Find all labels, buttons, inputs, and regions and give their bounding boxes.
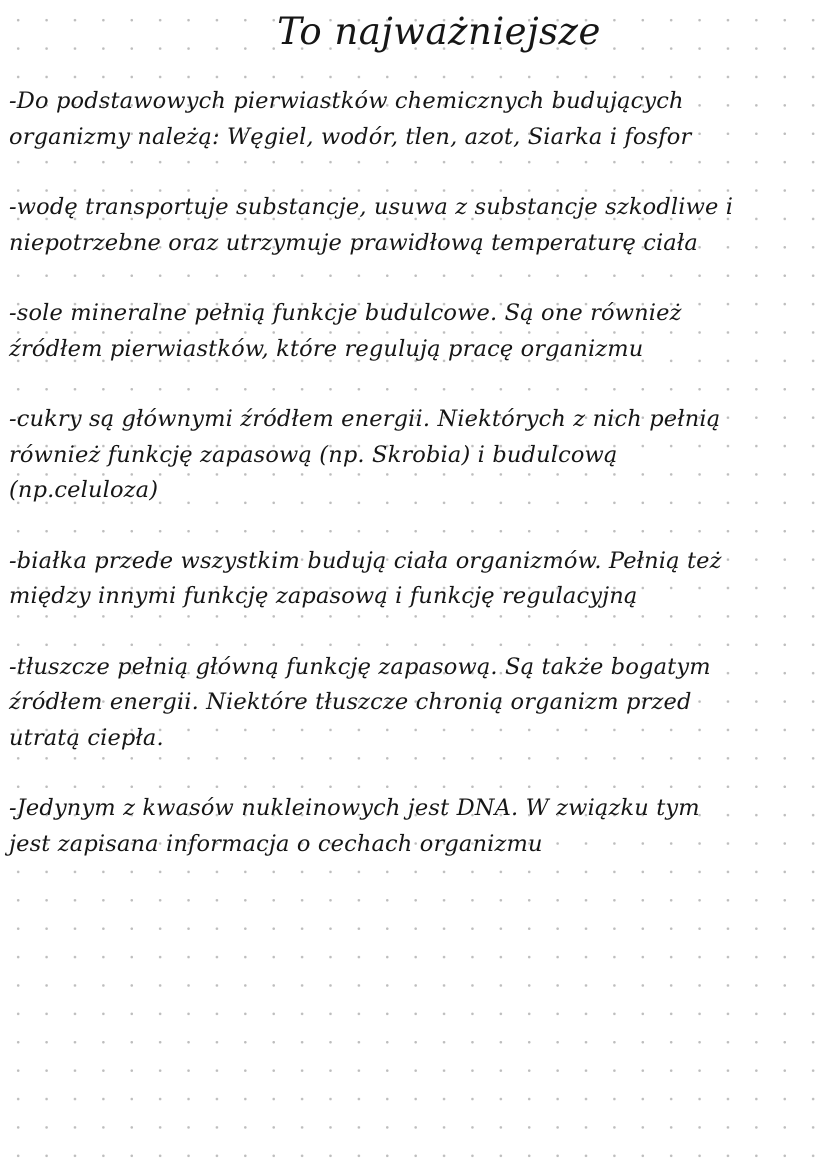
note-mineral-salts: -sole mineralne pełnią funkcje budulcowe. Są one również źródłem pierwiastków, które regulują pracę organizmu: [9, 300, 682, 362]
note-water: -wodę transportuje substancje, usuwa z substancje szkodliwe i niepotrzebne oraz utrzymuje prawidłową temperaturę ciała: [9, 194, 734, 256]
note-nucleic-acids: -Jedynym z kwasów nukleinowych jest DNA. W związku tym jest zapisana informacja o cechach organizmu: [9, 795, 700, 857]
note-sugars: -cukry są głównymi źródłem energii. Niektórych z nich pełnią również funkcję zapasową (np. Skrobia) i budulcową (np.celuloza): [9, 406, 721, 503]
note-fats: -tłuszcze pełnią główną funkcję zapasową. Są także bogatym źródłem energii. Niektóre tłuszcze chronią organizm przed utratą ciepła.: [9, 653, 711, 751]
note-proteins: -białka przede wszystkim budują ciała organizmów. Pełnią też między innymi funkcję zapasową i funkcję regulacyjną: [9, 547, 722, 609]
page-title: To najważniejsze: [277, 10, 601, 53]
note-elements: -Do podstawowych pierwiastków chemicznych budujących organizmy należą: Węgiel, wodór, tlen, azot, Siarka i fosfor: [9, 88, 692, 150]
notes-list: [9, 84, 804, 897]
